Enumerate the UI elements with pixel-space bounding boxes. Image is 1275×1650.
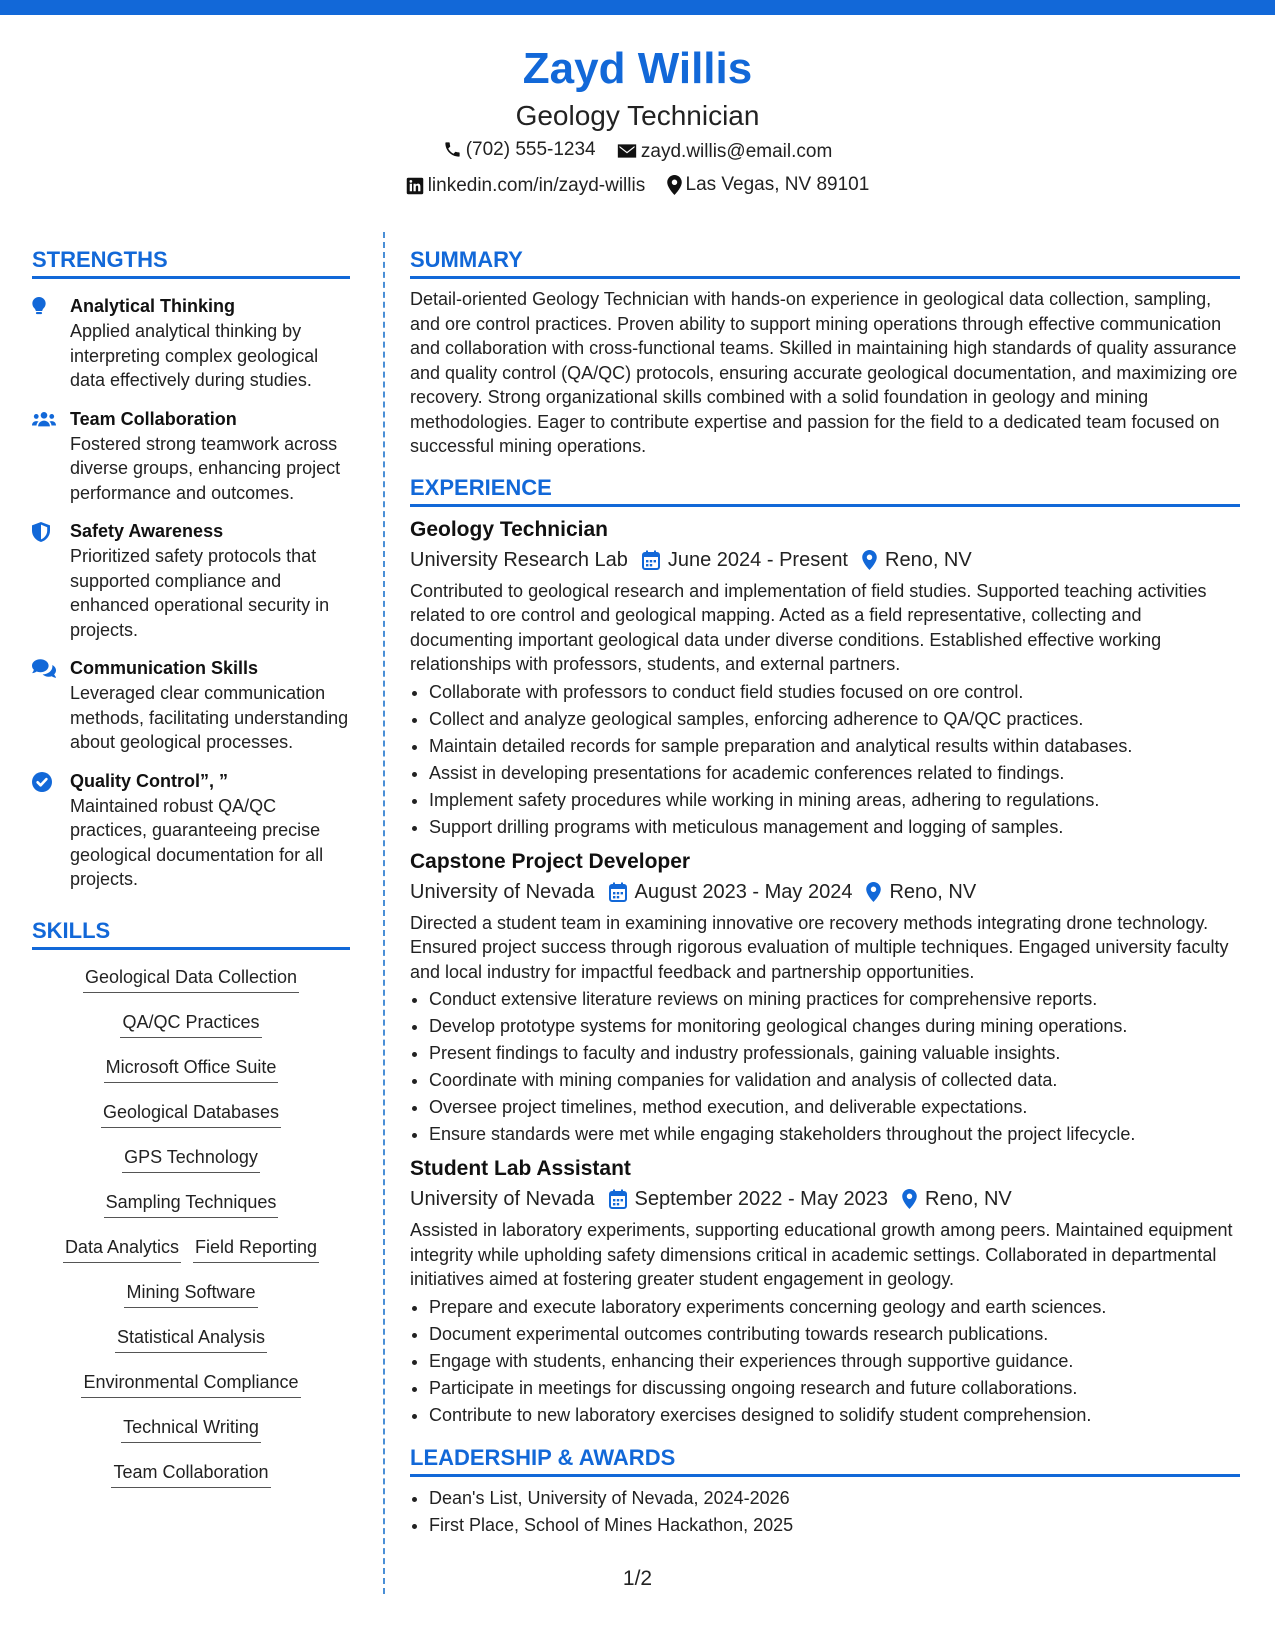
phone-number: (702) 555-1234 (465, 139, 596, 160)
check-circle-icon (32, 772, 52, 792)
column-divider (383, 232, 385, 1594)
list-item: • First Place, School of Mines Hackathon, 2025 (429, 1512, 1240, 1539)
job-title: Geology Technician (410, 517, 608, 541)
list-item: • Dean's List, University of Nevada, 2024-2026 (429, 1485, 1240, 1512)
job-description: Directed a student team in examining innovative ore recovery methods integrating drone technology. Ensured project success through rigorous evaluation of multiple techniques. Engaged university faculty and local industry for impactful feedback and partnership opportunities. (410, 912, 1229, 982)
location-text: Las Vegas, NV 89101 (685, 174, 870, 195)
strength-item (32, 293, 350, 393)
job-location: Reno, NV (925, 1188, 1012, 1210)
experience-heading: EXPERIENCE (410, 473, 1240, 507)
skill-tag: Mining Software (124, 1279, 257, 1308)
list-item: • Engage with students, enhancing their experiences through supportive guidance. (429, 1348, 1240, 1375)
envelope-icon (617, 143, 637, 159)
map-pin-icon (862, 550, 877, 570)
skill-tag: Data Analytics (63, 1234, 181, 1263)
email-contact[interactable] (617, 136, 832, 167)
list-item: • Contribute to new laboratory exercises designed to solidify student comprehension. (429, 1402, 1240, 1429)
list-item: • Conduct extensive literature reviews on mining practices for comprehensive reports. (429, 986, 1240, 1013)
calendar-icon (609, 1189, 627, 1209)
strengths-list (32, 293, 350, 892)
list-item: • Prepare and execute laboratory experiments concerning geology and earth sciences. (429, 1294, 1240, 1321)
job-title: Student Lab Assistant (410, 1157, 631, 1180)
strength-desc: Prioritized safety protocols that supported compliance and enhanced operational security in projects. (70, 546, 330, 640)
job-dates: June 2024 - Present (667, 548, 848, 571)
map-pin-icon (902, 1189, 917, 1209)
list-item: • Collect and analyze geological samples, enforcing adherence to QA/QC practices. (429, 706, 1240, 733)
candidate-title: Geology Technician (515, 100, 760, 131)
job-dates: August 2023 - May 2024 (634, 880, 853, 903)
skill-tag: Geological Databases (101, 1099, 281, 1128)
job-meta (410, 545, 1240, 575)
skill-tag: Environmental Compliance (81, 1369, 300, 1398)
top-accent-bar (0, 0, 1275, 15)
skill-tag: Microsoft Office Suite (104, 1054, 279, 1083)
skill-tag: QA/QC Practices (120, 1009, 261, 1038)
list-item: • Oversee project timelines, method execution, and deliverable expectations. (429, 1094, 1240, 1121)
job-org: University of Nevada (410, 880, 595, 903)
skill-tag: Geological Data Collection (83, 964, 299, 993)
job-org: University of Nevada (410, 1188, 595, 1210)
right-column (410, 245, 1240, 1539)
job-bullets (410, 679, 1240, 841)
list-item: • Participate in meetings for discussing ongoing research and future collaborations. (429, 1375, 1240, 1402)
strength-item (32, 655, 350, 755)
list-item: • Support drilling programs with meticulous management and logging of samples. (429, 814, 1240, 841)
skill-tag: Technical Writing (121, 1414, 261, 1443)
skill-tag: Statistical Analysis (115, 1324, 267, 1353)
contact-row-2 (0, 169, 1275, 205)
linkedin-contact[interactable] (406, 170, 646, 201)
strength-title: Analytical Thinking (70, 296, 236, 316)
resume-header (0, 40, 1275, 205)
linkedin-icon (406, 177, 424, 195)
strength-desc: Applied analytical thinking by interpreting complex geological data effectively during studies. (70, 321, 319, 390)
map-pin-icon (667, 175, 682, 195)
list-item: • Develop prototype systems for monitoring geological changes during mining operations. (429, 1013, 1240, 1040)
calendar-icon (642, 550, 660, 570)
strength-desc: Fostered strong teamwork across diverse groups, enhancing project performance and outcomes. (70, 433, 341, 503)
job-entry (410, 1154, 1240, 1429)
strength-title: Quality Control”, ” (70, 770, 229, 791)
skill-tag: Sampling Techniques (104, 1189, 279, 1218)
left-column (32, 245, 350, 1504)
skill-tag: Field Reporting (193, 1234, 319, 1263)
list-item: • Present findings to faculty and industry professionals, gaining valuable insights. (429, 1040, 1240, 1067)
list-item: • Collaborate with professors to conduct field studies focused on ore control. (429, 679, 1240, 706)
leadership-heading: LEADERSHIP & AWARDS (410, 1443, 1240, 1477)
summary-heading: SUMMARY (410, 245, 1240, 279)
skills-heading: SKILLS (32, 916, 350, 950)
users-icon (32, 410, 56, 428)
skill-tag: GPS Technology (122, 1144, 260, 1173)
calendar-icon (609, 882, 627, 902)
job-dates: September 2022 - May 2023 (634, 1188, 889, 1210)
phone-contact (443, 134, 596, 165)
skills-list (32, 964, 350, 1489)
location-contact (667, 169, 870, 200)
strength-title: Communication Skills (70, 658, 259, 678)
strength-item (32, 768, 350, 892)
strengths-heading: STRENGTHS (32, 245, 350, 279)
list-item: • Ensure standards were met while engaging stakeholders throughout the project lifecycle. (429, 1121, 1240, 1148)
strength-item (32, 518, 350, 642)
job-description: Contributed to geological research and implementation of field studies. Supported teaching activities related to ore control and geological mapping. Acted as a field representative, collecting and documenting important geological data under diverse conditions. Established effective working relationships with professors, students, and external partners. (410, 580, 1207, 674)
job-entry (410, 847, 1240, 1149)
job-location: Reno, NV (885, 548, 972, 571)
strength-item (32, 406, 350, 506)
strength-title: Safety Awareness (70, 521, 224, 541)
job-meta (410, 877, 1240, 907)
job-meta (410, 1184, 1240, 1214)
shield-icon (32, 522, 50, 542)
job-bullets (410, 1294, 1240, 1429)
page-number: 1/2 (622, 1567, 653, 1590)
list-item: • Implement safety procedures while working in mining areas, adhering to regulations. (429, 787, 1240, 814)
job-bullets (410, 986, 1240, 1148)
phone-icon (443, 140, 462, 159)
lightbulb-icon (32, 297, 46, 316)
list-item: • Maintain detailed records for sample preparation and analytical results within databases. (429, 733, 1240, 760)
job-title: Capstone Project Developer (410, 849, 691, 873)
leadership-list (410, 1485, 1240, 1539)
candidate-name: Zayd Willis (522, 44, 753, 93)
summary-text: Detail-oriented Geology Technician with hands-on experience in geological data collection, sampling, and ore control practices. Proven ability to support mining operations through effective communication and collaboration with cross-functional teams. Skilled in maintaining high standards of quality assurance and quality control (QA/QC) protocols, ensuring accurate geological documentation, and maximizing ore recovery. Strong organizational skills combined with a solid foundation in geology and mining methodologies. Eager to contribute expertise and passion for the field to a dedicated team focused on successful mining operations. (410, 289, 1238, 456)
job-description: Assisted in laboratory experiments, supporting educational growth among peers. Maintained equipment integrity while upholding safety dimensions critical in academic settings. Collaborated in departmental initiatives aimed at fostering greater student engagement in geology. (410, 1220, 1233, 1289)
job-entry (410, 515, 1240, 841)
list-item: • Assist in developing presentations for academic conferences related to findings. (429, 760, 1240, 787)
job-location: Reno, NV (889, 880, 977, 903)
map-pin-icon (866, 882, 881, 902)
list-item: • Coordinate with mining companies for validation and analysis of collected data. (429, 1067, 1240, 1094)
list-item: • Document experimental outcomes contributing towards research publications. (429, 1321, 1240, 1348)
skill-tag: Team Collaboration (111, 1459, 270, 1488)
email-address: zayd.willis@email.com (640, 140, 833, 162)
strength-desc: Leveraged clear communication methods, facilitating understanding about geological processes. (70, 683, 349, 752)
strength-title: Team Collaboration (70, 408, 237, 429)
job-org: University Research Lab (410, 548, 628, 571)
contact-row-1 (0, 134, 1275, 169)
strength-desc: Maintained robust QA/QC practices, guaranteeing precise geological documentation for all projects. (70, 795, 324, 889)
linkedin-url: linkedin.com/in/zayd-willis (427, 175, 646, 196)
comments-icon (32, 659, 56, 678)
